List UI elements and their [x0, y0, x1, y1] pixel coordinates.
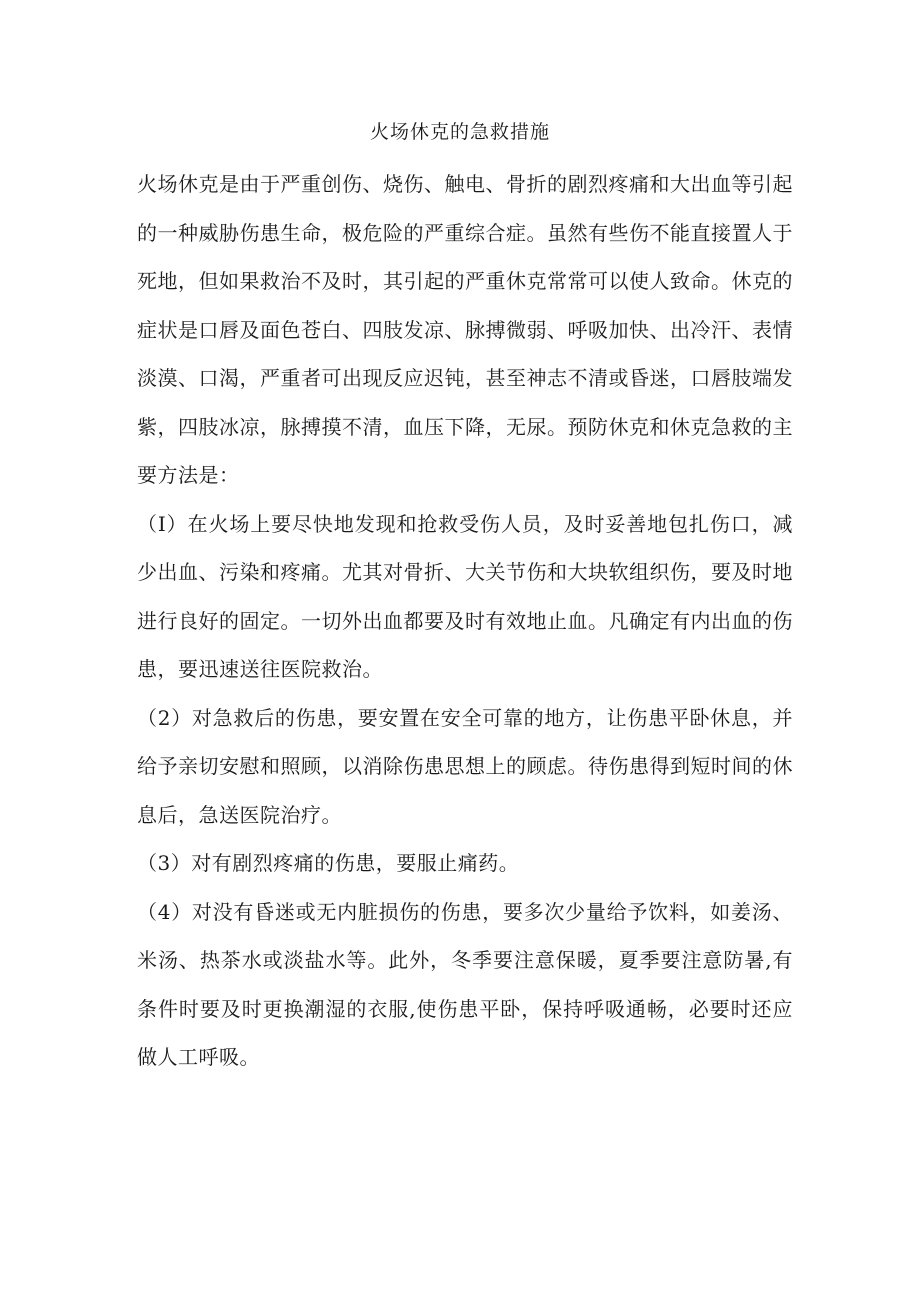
document-body: [137, 160, 793, 1082]
paragraph-step-4: （4）对没有昏迷或无内脏损伤的伤患，要多次少量给予饮料，如姜汤、米汤、热茶水或淡盐水等。此外，冬季要注意保暖，夏季要注意防暑,有条件时要及时更换潮湿的衣服,使伤患平卧，保持呼吸通畅，必要时还应做人工呼吸。: [137, 899, 793, 1069]
paragraph-intro: 火场休克是由于严重创伤、烧伤、触电、骨折的剧烈疼痛和大出血等引起的一种威胁伤患生命，极危险的严重综合症。虽然有些伤不能直接置人于死地，但如果救治不及时，其引起的严重休克常常可以使人致命。休克的症状是口唇及面色苍白、四肢发凉、脉搏微弱、呼吸加快、出冷汗、表情淡漠、口渴，严重者可出现反应迟钝，甚至神志不清或昏迷，口唇肢端发紫，四肢冰凉，脉搏摸不清，血压下降，无尿。预防休克和休克急救的主要方法是：: [137, 172, 793, 487]
paragraph-step-3: （3）对有剧烈疼痛的伤患，要服止痛药。: [137, 851, 520, 875]
paragraph-step-1: （I）在火场上要尽快地发现和抢救受伤人员，及时妥善地包扎伤口，减少出血、污染和疼痛。尤其对骨折、大关节伤和大块软组织伤，要及时地进行良好的固定。一切外出血都要及时有效地止血。凡确定有内出血的伤患，要迅速送往医院救治。: [137, 511, 793, 681]
paragraph-step-2: （2）对急救后的伤患，要安置在安全可靠的地方，让伤患平卧休息，并给予亲切安慰和照顾，以消除伤患思想上的顾虑。待伤患得到短时间的休息后，急送医院治疗。: [137, 705, 793, 827]
document-title: 火场休克的急救措施: [369, 121, 550, 143]
